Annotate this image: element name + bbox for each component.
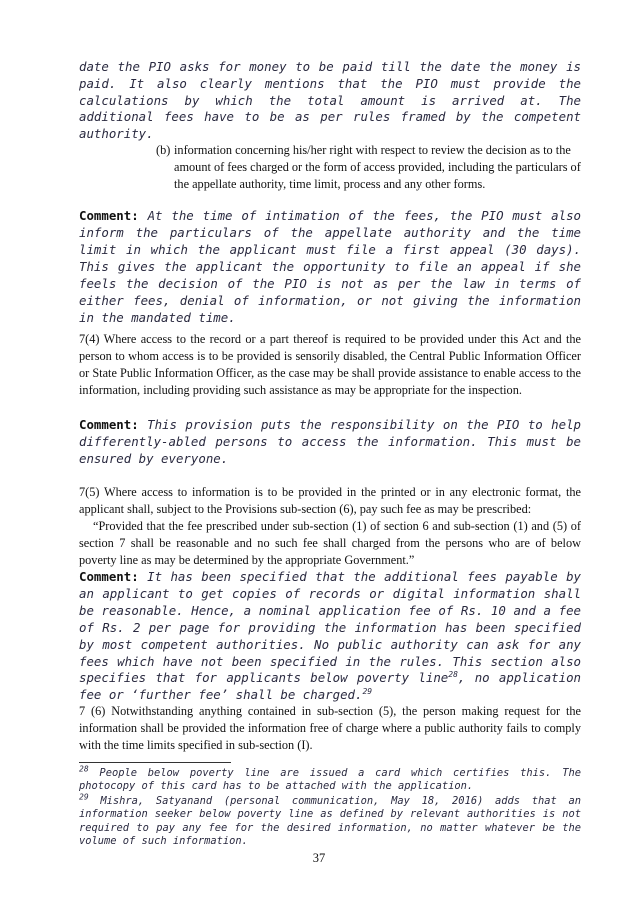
- comment-2-label: Comment:: [79, 417, 139, 432]
- footnote-ref-29[interactable]: 29: [362, 687, 373, 697]
- footnote-29: [79, 792, 581, 849]
- comment-3: [79, 569, 581, 704]
- footnote-28-number: 28: [79, 764, 89, 774]
- proviso-7-5: “Provided that the fee prescribed under sub-section (1) of section 6 and sub-section (1) and (5) of section 7 shall be reasonable and no such fee shall charged from the persons who are of below poverty line as may be determined by the appropriate Government.”: [79, 519, 581, 567]
- comment-3-text-b: , no application fee or ‘further fee’ shall be charged.: [79, 670, 581, 703]
- comment-1-label: Comment:: [79, 208, 139, 223]
- continued-commentary: date the PIO asks for money to be paid till the date the money is paid. It also clearly mentions that the PIO must provide the calculations by which the total amount is arrived at. The additional fees have to be as per rules framed by the competent authority.: [79, 59, 581, 142]
- comment-3-text-a: It has been specified that the additional fees payable by an applicant to get copies of records or digital information shall be reasonable. Hence, a nominal application fee of Rs. 10 and a fee of Rs. 2 per page for providing the information has been specified by most competent authorities. No public authority can ask for any fees which have not been specified in the rules. This section also specifies that for applicants below poverty line: [79, 569, 581, 686]
- clause-b-text: information concerning his/her right with respect to review the decision as to the amount of fees charged or the form of access provided, including the particulars of the appellate authority, time limit, process and any other forms.: [174, 143, 581, 191]
- footnote-separator: [79, 762, 231, 763]
- footnote-ref-28[interactable]: 28: [448, 670, 458, 680]
- footnote-29-number: 29: [79, 792, 89, 802]
- footnote-28: [79, 764, 581, 794]
- comment-3-label: Comment:: [79, 569, 139, 584]
- clause-b-label: (b): [156, 143, 171, 157]
- clause-b: [156, 142, 581, 192]
- section-7-4: 7(4) Where access to the record or a part thereof is required to be provided under this Act and the person to whom access is to be provided is sensorily disabled, the Central Public Information Officer or State Public Information Officer, as the case may be shall provide assistance to enable access to the information, including providing such assistance as may be appropriate for the inspection.: [79, 332, 581, 397]
- footnote-28-text: People below poverty line are issued a card which certifies this. The photocopy of this card has to be attached with the application.: [79, 767, 581, 793]
- comment-2-text: This provision puts the responsibility on the PIO to help differently-abled persons to access the information. This must be ensured by everyone.: [79, 417, 581, 466]
- footnote-29-text: Mishra, Satyanand (personal communication, May 18, 2016) adds that an information seeker below poverty line as defined by relevant authorities is not required to pay any fee for the desired information, no matter whatever be the volume of such information.: [79, 795, 581, 848]
- comment-1-text: At the time of intimation of the fees, the PIO must also inform the particulars of the appellate authority and the time limit in which the applicant must file a first appeal (30 days). This gives the applicant the opportunity to file an appeal if she feels the decision of the PIO is not as per the law in terms of either fees, denial of information, or not giving the information in the mandated time.: [79, 208, 581, 325]
- section-7-6: 7 (6) Notwithstanding anything contained in sub-section (5), the person making request for the information shall be provided the information free of charge where a public authority fails to comply with the time limits specified in sub-section (I).: [79, 704, 581, 752]
- section-7-5: 7(5) Where access to information is to be provided in the printed or in any electronic format, the applicant shall, subject to the Provisions sub-section (6), pay such fee as may be prescribed:: [79, 485, 581, 516]
- comment-2: [79, 416, 581, 467]
- page-number: 37: [312, 851, 326, 865]
- comment-1: [79, 207, 581, 326]
